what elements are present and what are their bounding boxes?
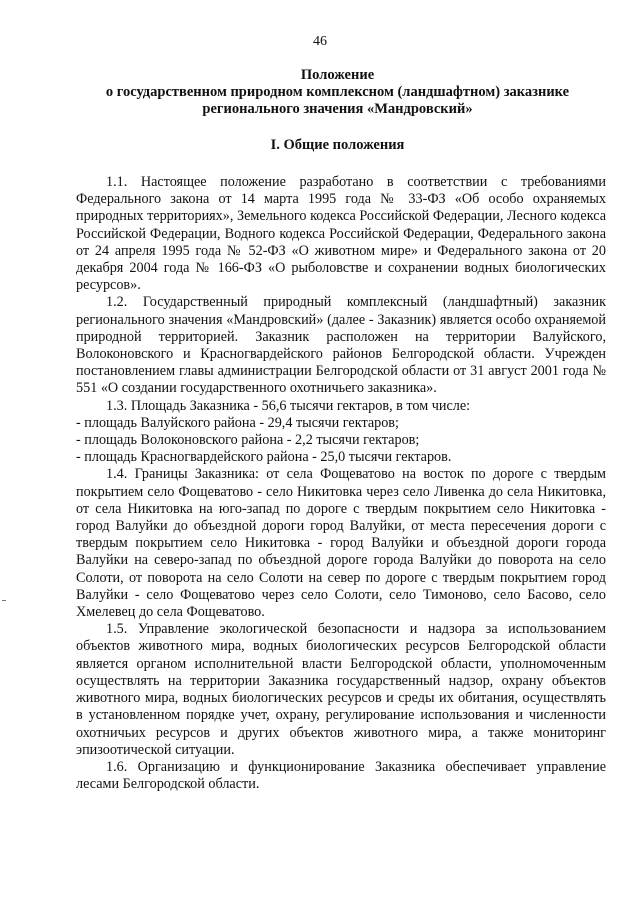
paragraph-1-1: 1.1. Настоящее положение разработано в соответствии с требованиями Федерального закона от 14 марта 1995 года № 33-ФЗ «Об особо охраняемых природных территориях», Земельного кодекса Российской Федерации, Лесного кодекса Российской Федерации, Водного кодекса Российской Федерации, Федерального закона от 24 апреля 1995 года № 52-ФЗ «О животном мире» и Федерального закона от 20 декабря 2004 года № 166-ФЗ «О рыболовстве и сохранении водных биологических ресурсов». (76, 174, 606, 294)
paragraph-1-4: 1.4. Границы Заказника: от села Фощеватово на восток по дороге с твердым покрытием село Фощеватово - село Никитовка через село Ливенка до села Никитовка, от села Никитовка на юго-запад по дороге с твердым покрытием село Никитовка - город Валуйки до объездной дороги город Валуйки, от места пересечения дороги с твердым покрытием село Никитовка - город Валуйки и объездной дороги города Валуйки на северо-запад по объездной дороге города Валуйки до поворота на село Солоти, от поворота на село Солоти на север по дороге с твердым покрытием город Валуйки - село Фощеватово через село Солоти, село Тимоново, село Басово, село Хмелевец до села Фощеватово. (76, 466, 606, 621)
title-line-2: о государственном природном комплексном (ландшафтном) заказнике (105, 84, 570, 100)
paragraph-1-5: 1.5. Управление экологической безопасности и надзора за использованием объектов животного мира, водных биологических ресурсов Белгородской области является органом исполнительной власти Белгородской области, уполномоченным осуществлять на территории Заказника государственный надзор, охрану объектов животного мира, водных биологических ресурсов и среды их обитания, осуществлять в установленном порядке учет, охрану, регулирование использования и численности охотничьих ресурсов и других объектов животного мира, а также мониторинг эпизоотической ситуации. (76, 621, 606, 758)
document-title (60, 67, 615, 118)
paragraph-1-6: 1.6. Организацию и функционирование Заказника обеспечивает управление лесами Белгородской области. (76, 758, 606, 793)
list-item-valuysky: - площадь Валуйского района - 29,4 тысячи гектаров; (76, 414, 399, 431)
paragraph-1-3: 1.3. Площадь Заказника - 56,6 тысячи гектаров, в том числе: (106, 397, 471, 414)
title-line-1: Положение (300, 67, 375, 83)
document-body (76, 174, 606, 793)
title-line-3: регионального значения «Мандровский» (202, 101, 473, 117)
list-item-krasnogvardeysky: - площадь Красногвардейского района - 25,0 тысячи гектаров. (76, 449, 452, 466)
scan-margin-mark (2, 600, 6, 601)
section-heading: I. Общие положения (270, 137, 405, 153)
page-number: 46 (313, 34, 327, 49)
paragraph-1-2: 1.2. Государственный природный комплексный (ландшафтный) заказник регионального значения «Мандровский» (далее - Заказник) является особо охраняемой природной территорией. Заказник расположен на территории Валуйского, Волоконовского и Красногвардейского районов Белгородской области. Учрежден постановлением главы администрации Белгородской области от 31 август 2001 года № 551 «О создании государственного охотничьего заказника». (76, 294, 606, 397)
list-item-volokonovsky: - площадь Волоконовского района - 2,2 тысячи гектаров; (76, 432, 420, 449)
